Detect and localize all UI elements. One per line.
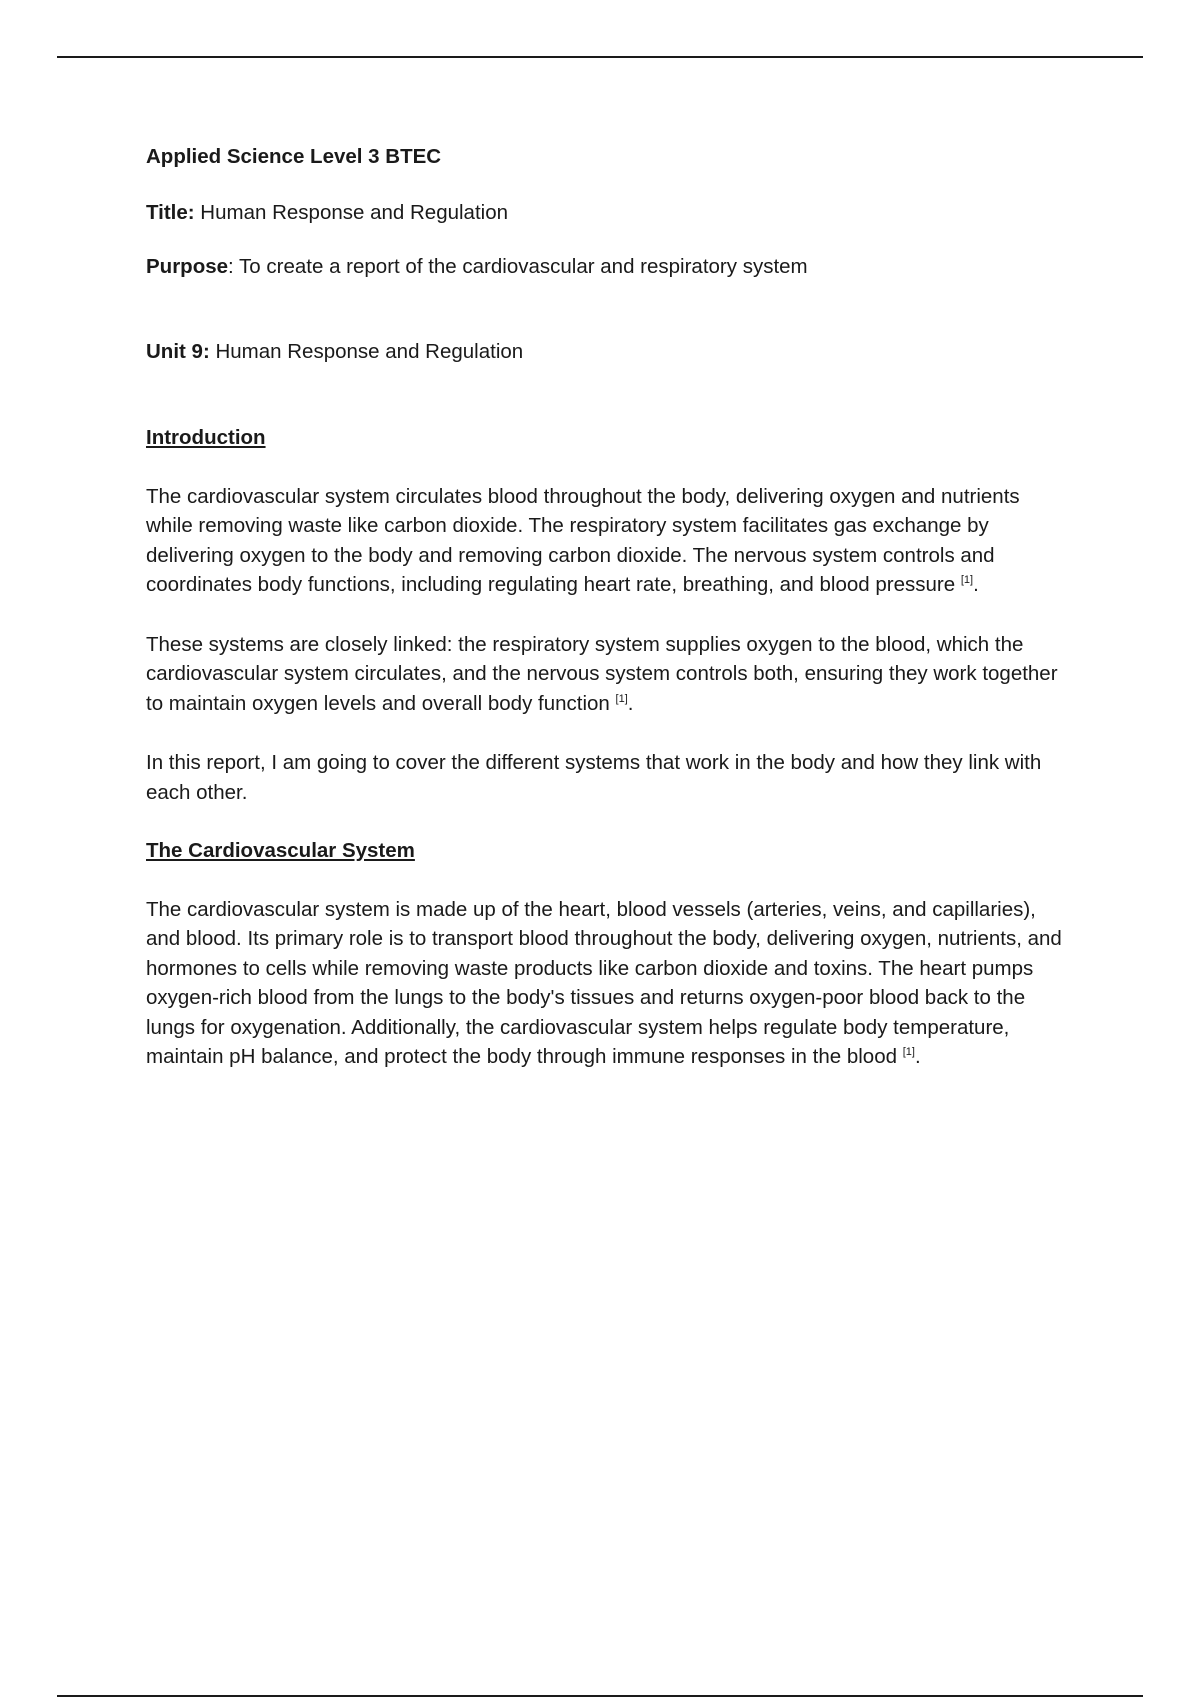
citation-reference: [1] bbox=[960, 574, 974, 587]
introduction-paragraph-3: In this report, I am going to cover the different systems that work in the body and how they link with each other. bbox=[146, 751, 1042, 804]
introduction-heading: Introduction bbox=[146, 426, 266, 449]
cardiovascular-heading: The Cardiovascular System bbox=[146, 839, 415, 862]
paragraph-text: The cardiovascular system is made up of the heart, blood vessels (arteries, veins, and capillaries), and blood. Its primary role is to transport blood throughout the body, delivering oxygen, nutrients, and hormones to cells while removing waste products like carbon dioxide and toxins. The heart pumps oxygen-rich blood from the lungs to the body's tissues and returns oxygen-poor blood back to the lungs for oxygenation. Additionally, the cardiovascular system helps regulate body temperature, maintain pH balance, and protect the body through immune responses in the blood bbox=[146, 897, 1062, 1068]
cardiovascular-paragraph-1 bbox=[146, 895, 1066, 1072]
introduction-paragraph-1 bbox=[146, 482, 1066, 600]
paragraph-text: These systems are closely linked: the respiratory system supplies oxygen to the blood, which the cardiovascular system circulates, and the nervous system controls both, ensuring they work together to maintain oxygen levels and overall body function bbox=[146, 632, 1058, 715]
page-top-rule bbox=[57, 56, 1143, 58]
paragraph-end: . bbox=[973, 573, 979, 596]
paragraph-end: . bbox=[627, 691, 634, 715]
unit-label: Unit 9: bbox=[146, 339, 210, 363]
introduction-paragraph-2 bbox=[146, 630, 1066, 719]
citation-reference: [1] bbox=[902, 1046, 915, 1059]
title-line bbox=[146, 198, 1066, 228]
title-label: Title: bbox=[146, 200, 195, 224]
document-header-title: Applied Science Level 3 BTEC bbox=[146, 145, 442, 168]
citation-reference: [1] bbox=[615, 692, 628, 705]
document-page bbox=[146, 142, 1066, 1072]
purpose-value: : To create a report of the cardiovascular and respiratory system bbox=[228, 255, 808, 278]
paragraph-end: . bbox=[914, 1045, 921, 1068]
paragraph-text: The cardiovascular system circulates blood throughout the body, delivering oxygen and nutrients while removing waste like carbon dioxide. The respiratory system facilitates gas exchange by delivering oxygen to the body and removing carbon dioxide. The nervous system controls and coordinates body functions, including regulating heart rate, breathing, and blood pressure bbox=[146, 484, 1020, 596]
title-value: Human Response and Regulation bbox=[194, 200, 509, 224]
purpose-line bbox=[146, 252, 1066, 282]
unit-value: Human Response and Regulation bbox=[209, 339, 524, 363]
unit-line bbox=[146, 337, 1066, 367]
page-bottom-rule bbox=[57, 1695, 1143, 1697]
purpose-label: Purpose bbox=[146, 255, 229, 278]
